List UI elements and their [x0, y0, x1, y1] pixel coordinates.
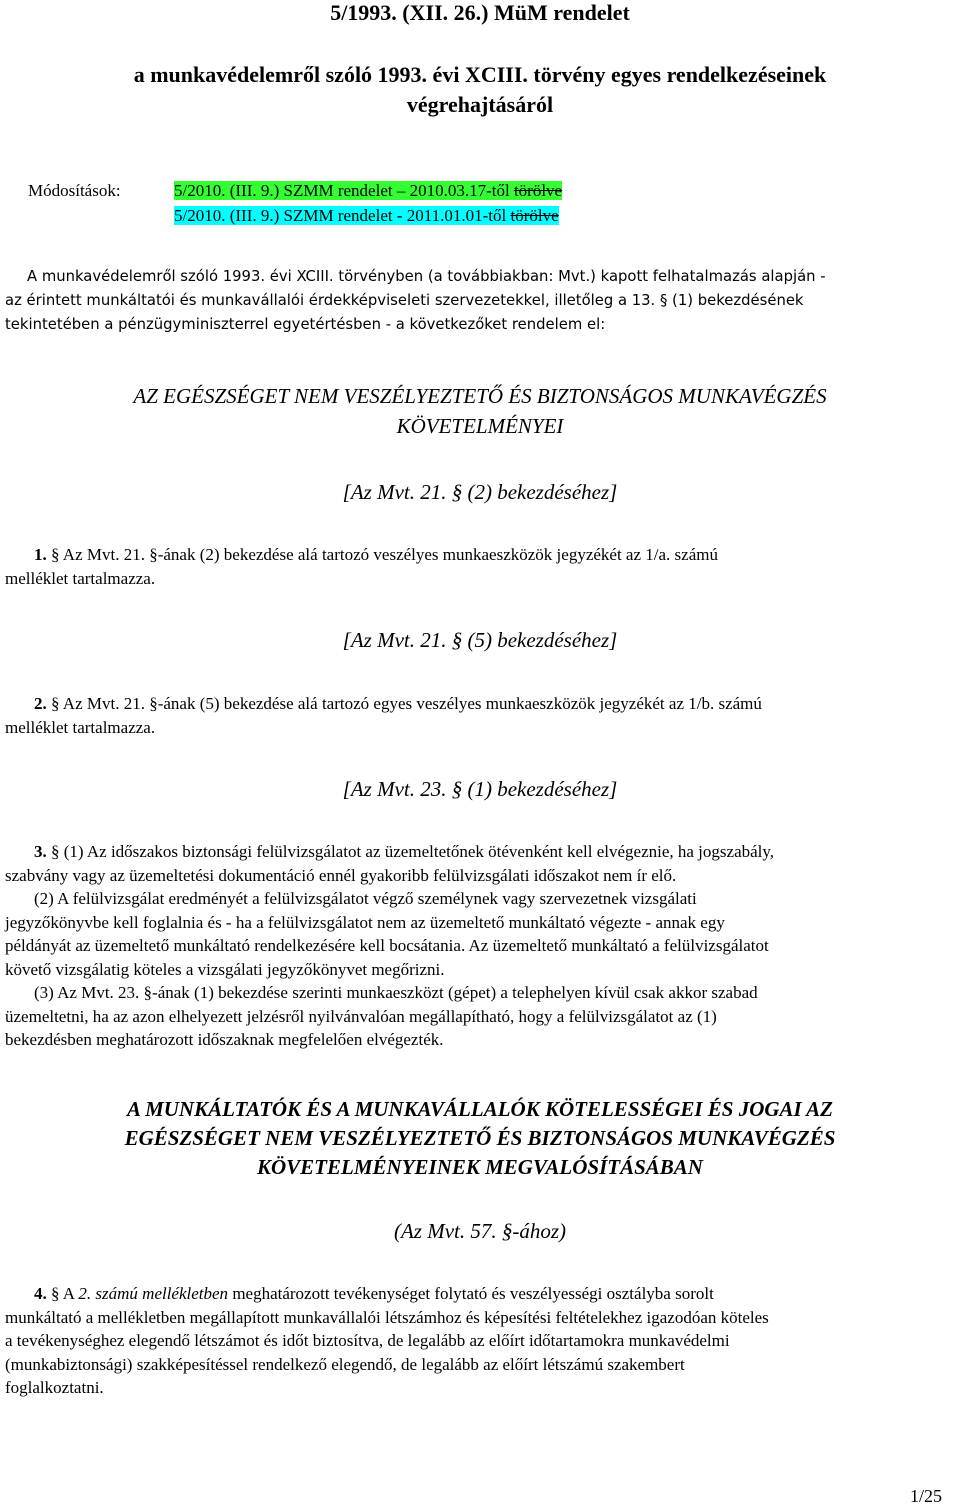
document-subtitle-line1: a munkavédelemről szóló 1993. évi XCIII. törvény egyes rendelkezéseinek	[133, 62, 827, 87]
modification-item	[174, 206, 559, 226]
preamble-line: A munkavédelemről szóló 1993. évi XCIII. törvényben (a továbbiakban: Mvt.) kapott felhatalmazás alapján -	[27, 268, 826, 285]
section-text: melléklet tartalmazza.	[5, 568, 156, 588]
section-text: (2) A felülvizsgálat eredményét a felülvizsgálatot végző személynek vagy szervezetnek vizsgálati	[34, 889, 697, 908]
section-reference: [Az Mvt. 21. § (5) bekezdéséhez]	[342, 628, 618, 652]
section-text: bekezdésben meghatározott időszaknak megfelelően elvégezték.	[5, 1030, 444, 1049]
modification-status-deleted: törölve	[513, 181, 563, 200]
preamble-line: az érintett munkáltatói és munkavállalói érdekképviseleti szervezetekkel, illetőleg a 13. § (1) bekezdésének	[5, 292, 804, 309]
section-text: meghatározott tevékenységet folytató és veszélyességi osztályba sorolt	[228, 1284, 714, 1303]
modification-status-deleted: törölve	[510, 206, 559, 225]
section-symbol: §	[51, 694, 60, 713]
section-reference: (Az Mvt. 57. §-ához)	[393, 1219, 567, 1243]
section-text: melléklet tartalmazza.	[5, 717, 156, 737]
section-reference: [Az Mvt. 23. § (1) bekezdéséhez]	[342, 777, 618, 801]
chapter-heading-line: A MUNKÁLTATÓK ÉS A MUNKAVÁLLALÓK KÖTELESSÉGEI ÉS JOGAI AZ	[126, 1097, 834, 1121]
chapter-heading-line: EGÉSZSÉGET NEM VESZÉLYEZTETŐ ÉS BIZTONSÁGOS MUNKAVÉGZÉS	[124, 1126, 836, 1150]
section-number: 3.	[34, 842, 47, 861]
section-text: jegyzőkönyvbe kell foglalnia és - ha a felülvizsgálatot nem az üzemeltető munkáltató végezte - annak egy	[5, 912, 725, 932]
document-subtitle-line2: végrehajtásáról	[406, 92, 554, 117]
section-number: 1.	[34, 545, 47, 564]
section-text: üzemeltetni, ha az azon elhelyezett jelzésről nyilvánvalóan megállapítható, hogy a felülvizsgálatot az (1)	[5, 1006, 717, 1026]
annex-reference-link[interactable]: 2. számú mellékletben	[78, 1284, 229, 1303]
page-number: 1/25	[910, 1486, 943, 1506]
section-text: (1) Az időszakos biztonsági felülvizsgálatot az üzemeltetőnek ötévenként kell elvégeznie, ha jogszabály,	[59, 842, 775, 861]
section-text: munkáltató a mellékletben megállapított munkavállalói létszámhoz és képesítési feltételekhez igazodóan köteles	[5, 1307, 769, 1327]
section-text: Az Mvt. 21. §-ának (5) bekezdése alá tartozó egyes veszélyes munkaeszközök jegyzékét az 1/b. számú	[59, 694, 762, 713]
section-text: (munkabiztonsági) szakképesítéssel rendelkező elegendő, de legalább az előírt létszámú szakembert	[5, 1354, 685, 1374]
document-title: 5/1993. (XII. 26.) MüM rendelet	[330, 0, 630, 25]
preamble-line: tekintetében a pénzügyminiszterrel egyetértésben - a következőket rendelem el:	[5, 316, 606, 333]
section-text: Az Mvt. 21. §-ának (2) bekezdése alá tartozó veszélyes munkaeszközök jegyzékét az 1/a. számú	[59, 545, 718, 564]
section-text: foglalkoztatni.	[5, 1378, 104, 1397]
section-text: a tevékenységhez elegendő létszámot és időt biztosítva, de legalább az előírt időtartamokra munkavédelmi	[5, 1331, 730, 1350]
chapter-heading-line: KÖVETELMÉNYEINEK MEGVALÓSÍTÁSÁBAN	[257, 1155, 703, 1179]
section-paragraph	[5, 692, 955, 739]
section-text: A	[59, 1284, 79, 1303]
section-text: (3) Az Mvt. 23. §-ának (1) bekezdése szerinti munkaeszközt (gépet) a telephelyen kívül csak akkor szabad	[34, 983, 758, 1002]
section-text: követő vizsgálatig köteles a vizsgálati jegyzőkönyvet megőrizni.	[5, 959, 445, 979]
section-text: példányát az üzemeltető munkáltató rendelkezésére kell bocsátania. Az üzemeltető munkáltató a felülvizsgálatot	[5, 936, 769, 955]
chapter-heading-line: KÖVETELMÉNYEI	[396, 414, 564, 438]
section-paragraph	[5, 840, 955, 1052]
chapter-heading-line: AZ EGÉSZSÉGET NEM VESZÉLYEZTETŐ ÉS BIZTONSÁGOS MUNKAVÉGZÉS	[133, 384, 827, 408]
section-number: 2.	[34, 694, 47, 713]
section-symbol: §	[51, 545, 60, 564]
modifications-label: Módosítások:	[28, 181, 121, 200]
section-number: 4.	[34, 1284, 47, 1303]
modification-text: 5/2010. (III. 9.) SZMM rendelet – 2010.03.17-től	[174, 181, 510, 200]
section-paragraph	[5, 543, 955, 590]
section-paragraph	[5, 1282, 955, 1400]
section-reference: [Az Mvt. 21. § (2) bekezdéséhez]	[342, 480, 618, 504]
section-symbol: §	[51, 842, 60, 861]
modification-text: 5/2010. (III. 9.) SZMM rendelet - 2011.01.01-től	[174, 206, 507, 225]
section-text: szabvány vagy az üzemeltetési dokumentáció ennél gyakoribb felülvizsgálati időszakot nem ír elő.	[5, 865, 677, 885]
section-symbol: §	[51, 1284, 60, 1303]
modification-item	[174, 181, 562, 201]
